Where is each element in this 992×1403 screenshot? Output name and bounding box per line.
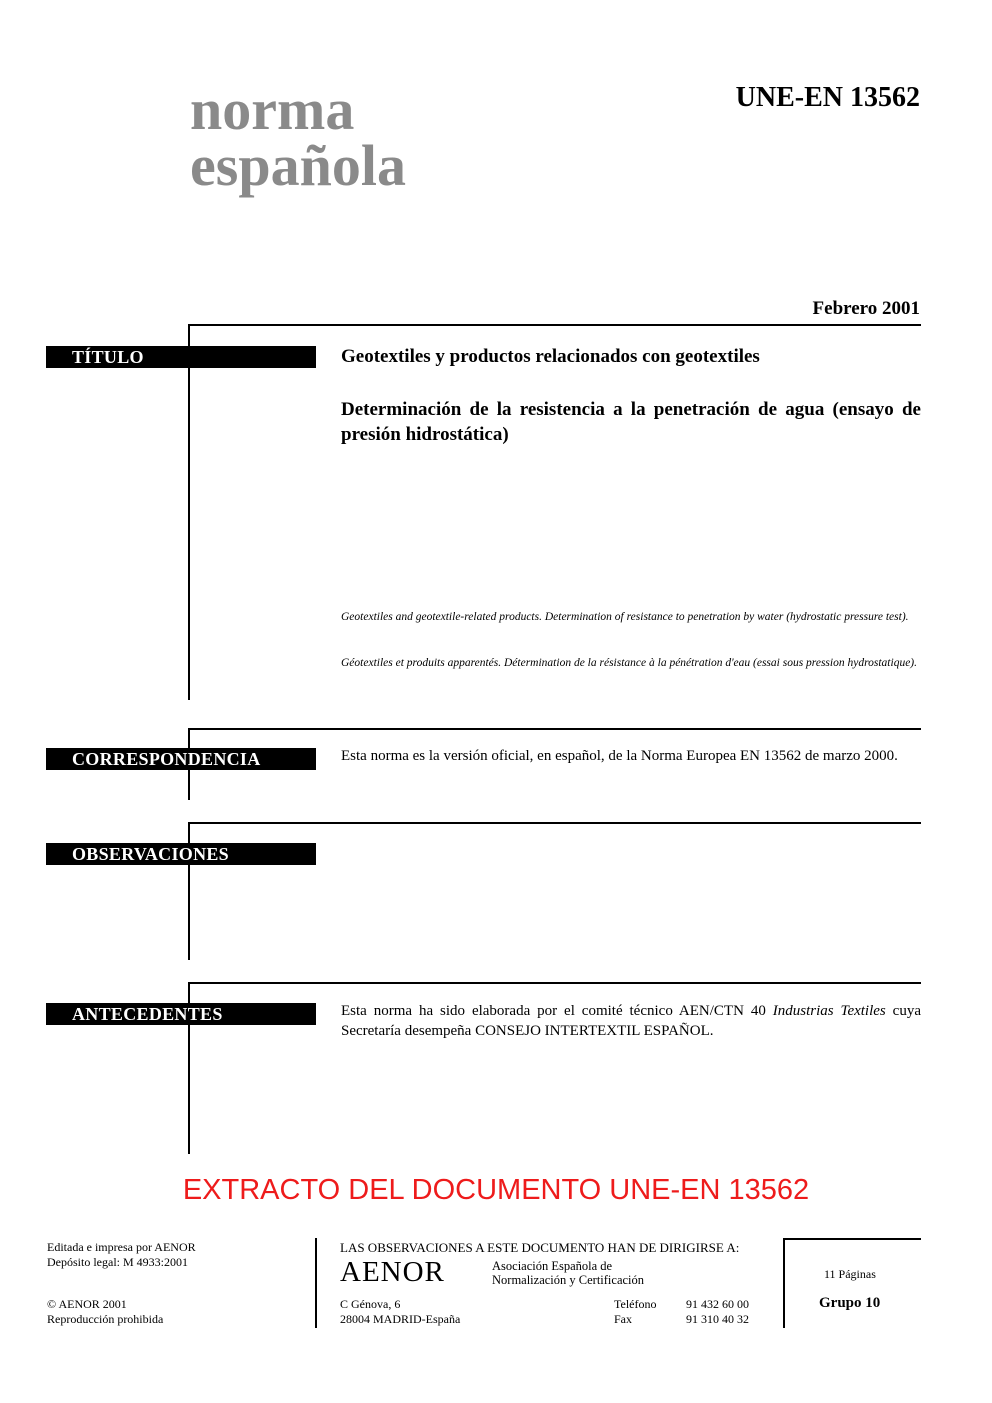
- brand-title: [190, 77, 406, 198]
- label-correspondencia: CORRESPONDENCIA: [46, 748, 316, 770]
- footer-divider-right: [783, 1238, 785, 1328]
- aenor-name-line-2: Normalización y Certificación: [492, 1273, 645, 1287]
- brand-line-2: española: [190, 133, 406, 198]
- aenor-logo: AENOR: [340, 1256, 445, 1288]
- french-title: Géotextiles et produits apparentés. Détermination de la résistance à la pénétration d'eau (essai sous pression hydrostatique).: [341, 657, 917, 669]
- standard-code: UNE-EN 13562: [735, 82, 920, 113]
- antecedentes-text: [341, 1001, 921, 1041]
- document-subtitle: Determinación de la resistencia a la penetración de agua (ensayo de presión hidrostática): [341, 399, 921, 445]
- footer-deposit: Depósito legal: M 4933:2001: [47, 1255, 188, 1269]
- label-observaciones: OBSERVACIONES: [46, 843, 316, 865]
- fax-label: Fax: [614, 1312, 632, 1326]
- phone-number: 91 432 60 00: [686, 1297, 749, 1311]
- fax-number: 91 310 40 32: [686, 1312, 749, 1326]
- aenor-name-line-1: Asociación Española de: [492, 1259, 613, 1273]
- address-line-2: 28004 MADRID-España: [340, 1312, 461, 1326]
- footer-reproduction: Reproducción prohibida: [47, 1312, 164, 1326]
- label-titulo: TÍTULO: [46, 346, 316, 368]
- section-rule-titulo: [188, 324, 190, 700]
- english-title: Geotextiles and geotextile-related products. Determination of resistance to penetration by water (hydrostatic pressure test).: [341, 611, 909, 623]
- page-count: 11 Páginas: [824, 1267, 876, 1281]
- footer-divider-left: [315, 1238, 317, 1328]
- brand-line-1: norma: [190, 77, 355, 142]
- document-title: Geotextiles y productos relacionados con geotextiles: [341, 346, 760, 367]
- section-divider-antecedentes: [188, 982, 921, 984]
- label-antecedentes: ANTECEDENTES: [46, 1003, 316, 1025]
- committee-name: Industrias Textiles: [772, 1003, 886, 1019]
- publication-date: Febrero 2001: [812, 298, 920, 319]
- section-divider-titulo: [188, 324, 921, 326]
- section-divider-observaciones: [188, 822, 921, 824]
- antecedentes-text-1: Esta norma ha sido elaborada por el comité técnico AEN/CTN 40: [341, 1003, 773, 1019]
- address-line-1: C Génova, 6: [340, 1297, 401, 1311]
- extract-watermark: EXTRACTO DEL DOCUMENTO UNE-EN 13562: [182, 1174, 810, 1206]
- footer-observations-heading: LAS OBSERVACIONES A ESTE DOCUMENTO HAN DE DIRIGIRSE A:: [340, 1240, 740, 1255]
- correspondencia-text: Esta norma es la versión oficial, en español, de la Norma Europea EN 13562 de marzo 2000.: [341, 748, 898, 764]
- price-group: Grupo 10: [819, 1295, 881, 1311]
- footer-box-top: [783, 1238, 921, 1240]
- section-divider-correspondencia: [188, 728, 921, 730]
- footer-copyright: © AENOR 2001: [47, 1297, 127, 1311]
- antecedentes-text-2: cuya Secretaría desempeña CONSEJO INTERTEXTIL ESPAÑOL.: [341, 1003, 921, 1039]
- phone-label: Teléfono: [614, 1297, 657, 1311]
- footer-edited: Editada e impresa por AENOR: [47, 1240, 196, 1254]
